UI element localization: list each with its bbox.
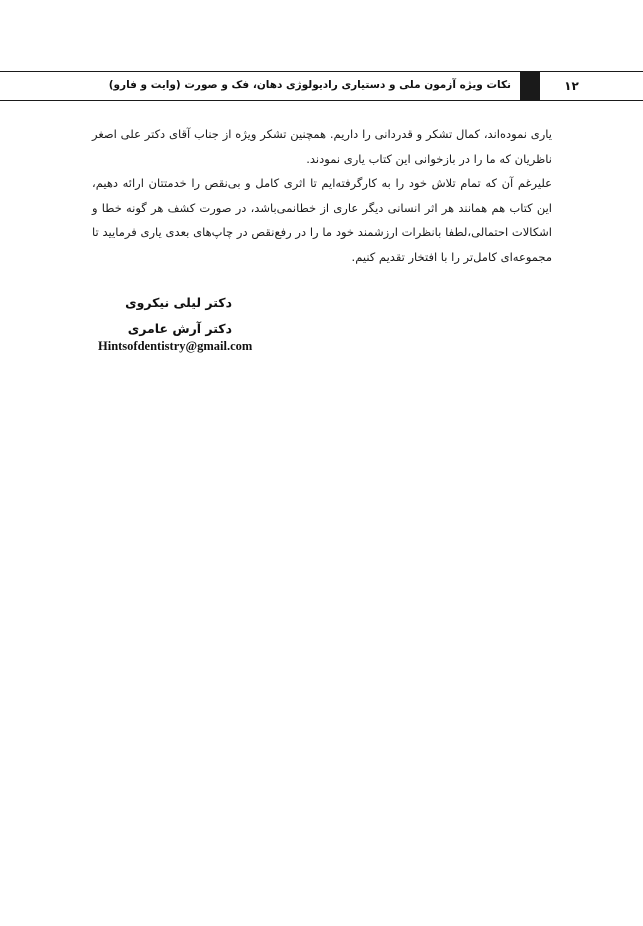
page-number: ۱۲ <box>564 78 579 93</box>
contact-email[interactable]: Hintsofdentistry@gmail.com <box>98 339 253 353</box>
paragraph-acknowledgement: یاری نموده‌اند، کمال تشکر و قدردانی را داریم. همچنین تشکر ویژه از جناب آقای دکتر علی اصغر ناظریان که ما را در بازخوانی این کتاب یاری نمودند. <box>92 127 552 166</box>
signature-block <box>92 290 232 342</box>
author-name-1: دکتر لیلی نیکروی <box>125 295 232 310</box>
header-tab-marker <box>520 71 540 101</box>
author-name-2: دکتر آرش عامری <box>127 321 232 336</box>
body-text <box>92 122 552 269</box>
running-title: نکات ویژه آزمون ملی و دستیاری رادیولوژی دهان، فک و صورت (وایت و فارو) <box>108 79 511 91</box>
running-header <box>0 71 643 101</box>
page-number-box <box>520 71 643 101</box>
paragraph-errata: علیرغم آن که تمام تلاش خود را به کارگرفته‌ایم تا اثری کامل و بی‌نقص را خدمتتان ارائه دهیم، این کتاب هم همانند هر اثر انسانی دیگر عاری از خطا‌نمی‌باشد، در صورت کشف هر گونه خطا و اشکالات احتمالی،لطفا بانظرات ارزشمند خود ما را در رفع‌نقص در چاپ‌های بعدی یاری فرمایید تا مجموعه‌ای کامل‌تر را با افتخار تقدیم کنیم. <box>92 176 552 264</box>
